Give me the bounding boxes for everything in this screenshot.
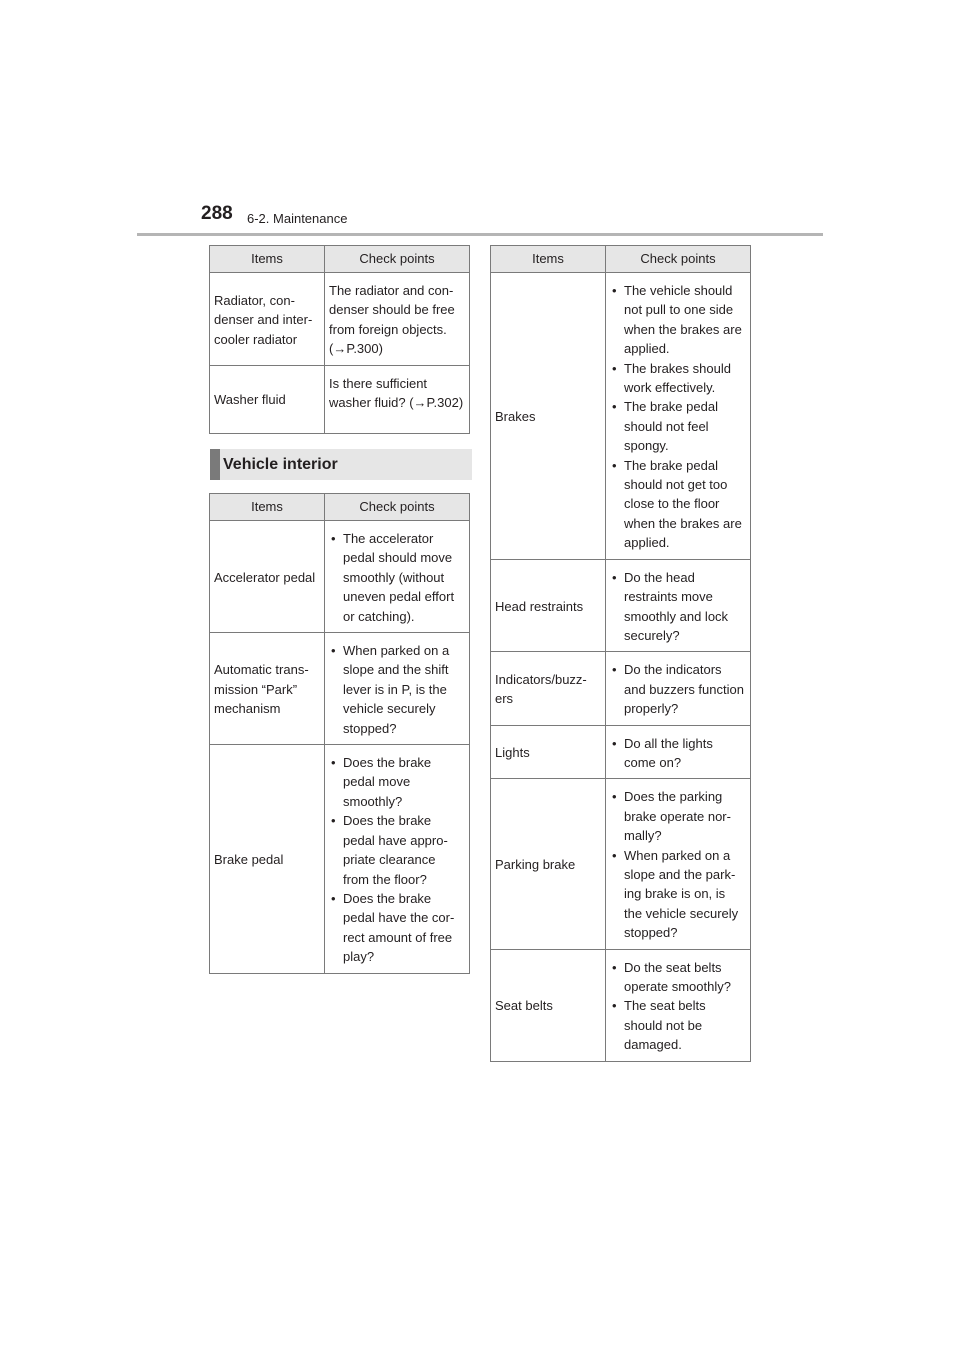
item-cell: Brakes xyxy=(491,273,606,560)
table-row xyxy=(210,521,470,633)
table-row xyxy=(210,365,470,433)
check-list xyxy=(610,958,746,1055)
item-cell: Radiator, con-denser and inter-cooler radiator xyxy=(210,273,325,366)
check-list xyxy=(329,753,465,966)
check-list xyxy=(610,787,746,942)
check-cell xyxy=(606,652,751,725)
check-point: • Does the brake pedal have appro-priate clearance from the floor? xyxy=(329,811,465,889)
section-heading-vehicle-interior: Vehicle interior xyxy=(210,449,472,480)
check-point: • Do the head restraints move smoothly and lock securely? xyxy=(610,568,746,646)
check-point: • The brake pedal should not feel spongy. xyxy=(610,397,746,455)
item-cell: Accelerator pedal xyxy=(210,521,325,633)
item-cell: Seat belts xyxy=(491,949,606,1061)
check-point: • Do all the lights come on? xyxy=(610,734,746,773)
check-point: • The brakes should work effectively. xyxy=(610,359,746,398)
check-cell xyxy=(325,633,470,745)
column-header-check-points: Check points xyxy=(606,246,751,273)
check-cell xyxy=(325,521,470,633)
table-row xyxy=(491,273,751,560)
table-row xyxy=(210,633,470,745)
item-cell: Head restraints xyxy=(491,559,606,652)
check-point: • Do the seat belts operate smoothly? xyxy=(610,958,746,997)
check-cell xyxy=(606,273,751,560)
item-cell: Indicators/buzz-ers xyxy=(491,652,606,725)
table-header-row xyxy=(491,246,751,273)
check-point: • Does the brake pedal have the cor-rect amount of free play? xyxy=(329,889,465,967)
check-cell xyxy=(606,779,751,949)
table-row xyxy=(491,949,751,1061)
check-point: • When parked on a slope and the park-ing brake is on, is the vehicle securely stopped? xyxy=(610,846,746,943)
check-list xyxy=(610,660,746,718)
check-list xyxy=(610,568,746,646)
check-cell: The radiator and con-denser should be free from foreign objects. (→P.300) xyxy=(325,273,470,366)
page-number: 288 xyxy=(201,203,233,224)
table-header-row xyxy=(210,494,470,521)
check-point: • The seat belts should not be damaged. xyxy=(610,996,746,1054)
item-cell: Automatic trans-mission “Park” mechanism xyxy=(210,633,325,745)
table-row xyxy=(491,779,751,949)
table-row xyxy=(210,745,470,973)
table-header-row xyxy=(210,246,470,273)
section-title: 6-2. Maintenance xyxy=(247,211,348,226)
check-cell xyxy=(606,559,751,652)
column-header-items: Items xyxy=(210,494,325,521)
interior-items-table-right xyxy=(490,245,751,1062)
interior-items-table-left xyxy=(209,493,470,974)
table-row xyxy=(491,652,751,725)
check-point: • Does the parking brake operate nor-mally? xyxy=(610,787,746,845)
check-cell xyxy=(325,745,470,973)
item-cell: Washer fluid xyxy=(210,365,325,433)
item-cell: Brake pedal xyxy=(210,745,325,973)
table-row xyxy=(210,273,470,366)
check-list xyxy=(329,529,465,626)
table-row xyxy=(491,725,751,779)
header-rule xyxy=(137,233,823,236)
check-point: • Do the indicators and buzzers function properly? xyxy=(610,660,746,718)
check-cell xyxy=(606,725,751,779)
check-cell xyxy=(606,949,751,1061)
column-header-items: Items xyxy=(210,246,325,273)
column-header-check-points: Check points xyxy=(325,246,470,273)
exterior-items-table xyxy=(209,245,470,434)
column-header-items: Items xyxy=(491,246,606,273)
item-cell: Parking brake xyxy=(491,779,606,949)
check-cell: Is there sufficient washer fluid? (→P.302) xyxy=(325,365,470,433)
column-header-check-points: Check points xyxy=(325,494,470,521)
table-row xyxy=(491,559,751,652)
check-list xyxy=(610,281,746,553)
check-point: • The vehicle should not pull to one side when the brakes are applied. xyxy=(610,281,746,359)
item-cell: Lights xyxy=(491,725,606,779)
check-list xyxy=(329,641,465,738)
check-point: • The accelerator pedal should move smoothly (without uneven pedal effort or catching). xyxy=(329,529,465,626)
check-point: • Does the brake pedal move smoothly? xyxy=(329,753,465,811)
check-list xyxy=(610,734,746,773)
check-point: • The brake pedal should not get too close to the floor when the brakes are applied. xyxy=(610,456,746,553)
check-point: • When parked on a slope and the shift lever is in P, is the vehicle securely stopped? xyxy=(329,641,465,738)
